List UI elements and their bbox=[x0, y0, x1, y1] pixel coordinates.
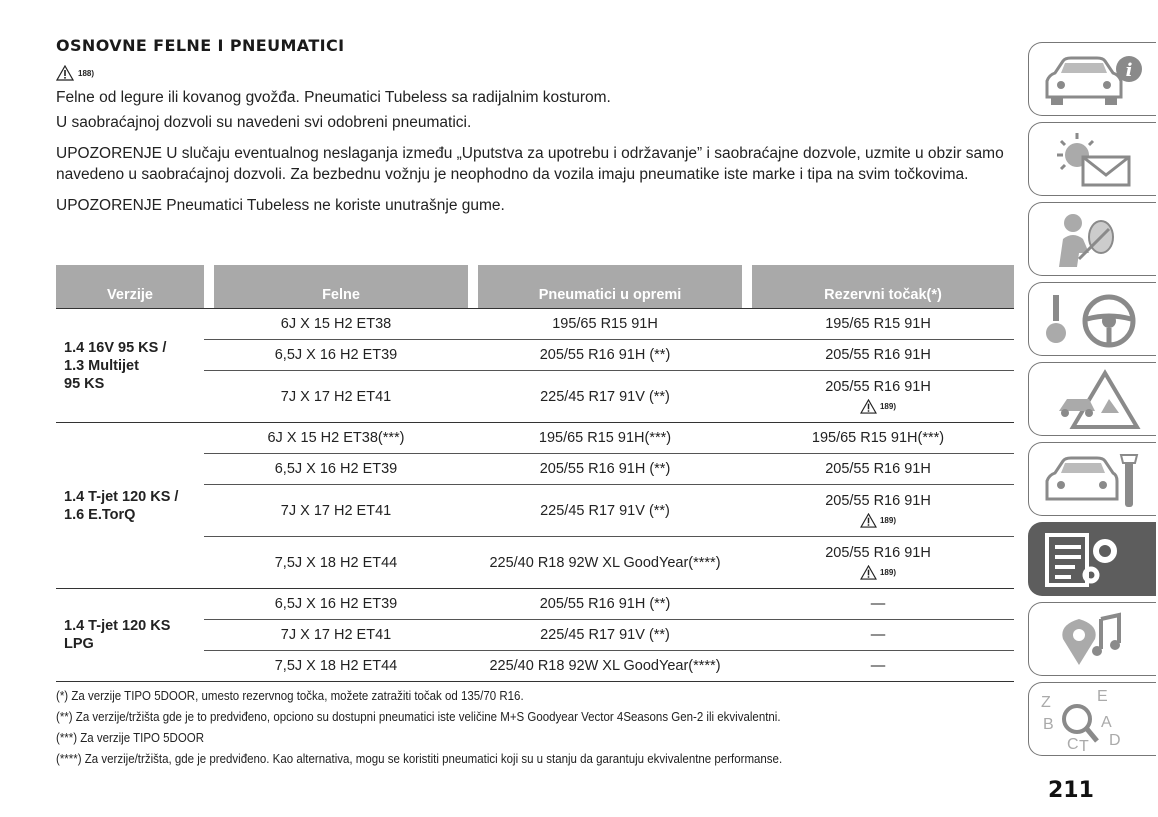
chapter-tabs bbox=[1028, 42, 1158, 762]
footnote: (****) Za verzije/tržišta, gde je predviđeno. Kao alternativa, mogu se koristiti pneumatici koji su u stanju da garantuju ekvivalentne performanse. bbox=[56, 752, 783, 766]
table-header-row bbox=[56, 265, 1014, 308]
index-letter: Z bbox=[1041, 694, 1051, 711]
intro-line-1: Felne od legure ili kovanog gvožđa. Pneumatici Tubeless sa radijalnim kosturom. bbox=[56, 89, 611, 106]
tyre-cell: 195/65 R15 91H(***) bbox=[468, 423, 742, 454]
warning-triangle-icon bbox=[860, 513, 877, 528]
table-row bbox=[56, 308, 1014, 340]
tyre-cell: 205/55 R16 91H (**) bbox=[468, 589, 742, 620]
spare-warning bbox=[742, 399, 1014, 414]
spare-cell: 195/65 R15 91H bbox=[742, 308, 1014, 340]
tab-car-info[interactable] bbox=[1028, 42, 1156, 116]
tab-multimedia[interactable] bbox=[1028, 602, 1156, 676]
warning-triangle-icon bbox=[860, 565, 877, 580]
spare-value: 205/55 R16 91H bbox=[825, 493, 931, 509]
spare-cell: — bbox=[742, 620, 1014, 651]
footnote: (*) Za verzije TIPO 5DOOR, umesto rezervnog točka, možete zatražiti točak od 135/70 R16. bbox=[56, 689, 524, 703]
warning-ref-text: 188) bbox=[78, 68, 95, 78]
spare-cell: — bbox=[742, 589, 1014, 620]
index-letter: E bbox=[1097, 689, 1108, 705]
spare-cell: — bbox=[742, 651, 1014, 682]
tyre-cell: 195/65 R15 91H bbox=[468, 308, 742, 340]
rim-cell: 6,5J X 16 H2 ET39 bbox=[204, 454, 468, 485]
tyre-cell: 205/55 R16 91H (**) bbox=[468, 454, 742, 485]
safety-airbag-icon bbox=[1039, 209, 1149, 271]
spare-value: 205/55 R16 91H bbox=[825, 545, 931, 561]
key-steering-wheel-icon bbox=[1039, 289, 1149, 351]
warning-triangle-icon bbox=[860, 399, 877, 414]
rim-cell: 6J X 15 H2 ET38(***) bbox=[204, 423, 468, 454]
tab-maintenance[interactable] bbox=[1028, 442, 1156, 516]
index-letter: C bbox=[1067, 736, 1079, 751]
tab-starting-driving[interactable] bbox=[1028, 282, 1156, 356]
spare-cell bbox=[742, 485, 1014, 537]
header-rims: Felne bbox=[204, 265, 468, 308]
footnotes bbox=[56, 686, 1016, 770]
spare-cell bbox=[742, 371, 1014, 423]
emergency-warning-icon bbox=[1039, 369, 1149, 431]
index-letter: B bbox=[1043, 716, 1054, 733]
rim-cell: 7J X 17 H2 ET41 bbox=[204, 485, 468, 537]
spare-cell bbox=[742, 537, 1014, 589]
tab-emergency[interactable] bbox=[1028, 362, 1156, 436]
rim-cell: 6,5J X 16 H2 ET39 bbox=[204, 340, 468, 371]
technical-data-icon bbox=[1039, 529, 1149, 591]
version-cell: 1.4 16V 95 KS / 1.3 Multijet 95 KS bbox=[56, 308, 204, 423]
rim-cell: 6J X 15 H2 ET38 bbox=[204, 308, 468, 340]
spare-cell: 195/65 R15 91H(***) bbox=[742, 423, 1014, 454]
tyre-cell: 225/40 R18 92W XL GoodYear(****) bbox=[468, 651, 742, 682]
tab-index[interactable] bbox=[1028, 682, 1156, 756]
spare-value: 205/55 R16 91H bbox=[825, 379, 931, 395]
warning-paragraph-1: UPOZORENJE U slučaju eventualnog neslaganja između „Uputstva za upotrebu i održavanje” i saobraćajne dozvole, uzmite u obzir samo navedeno u saobraćajnoj dozvoli. Za bezbednu vožnju je neophodno da vozila imaju pneumatike iste marke i tipa na svim točkovima. bbox=[56, 145, 1004, 183]
spare-cell: 205/55 R16 91H bbox=[742, 340, 1014, 371]
warning-ref-text: 189) bbox=[879, 516, 896, 525]
multimedia-icon bbox=[1039, 609, 1149, 671]
spare-warning bbox=[742, 513, 1014, 528]
footnote: (***) Za verzije TIPO 5DOOR bbox=[56, 731, 205, 745]
warning-ref-text: 189) bbox=[879, 402, 896, 411]
table-row bbox=[56, 589, 1014, 620]
header-versions: Verzije bbox=[56, 265, 204, 308]
table-row bbox=[56, 423, 1014, 454]
spare-warning bbox=[742, 565, 1014, 580]
tyre-cell: 225/40 R18 92W XL GoodYear(****) bbox=[468, 537, 742, 589]
index-letter: T bbox=[1079, 738, 1089, 751]
tab-safety[interactable] bbox=[1028, 202, 1156, 276]
header-tyres: Pneumatici u opremi bbox=[468, 265, 742, 308]
dashboard-lights-icon bbox=[1039, 129, 1149, 191]
tyre-cell: 205/55 R16 91H (**) bbox=[468, 340, 742, 371]
index-icon bbox=[1039, 689, 1149, 751]
rim-cell: 7,5J X 18 H2 ET44 bbox=[204, 651, 468, 682]
index-letter: D bbox=[1109, 732, 1121, 749]
version-cell: 1.4 T-jet 120 KS / 1.6 E.TorQ bbox=[56, 423, 204, 589]
tyre-cell: 225/45 R17 91V (**) bbox=[468, 485, 742, 537]
main-content bbox=[56, 34, 1016, 216]
rim-cell: 7,5J X 18 H2 ET44 bbox=[204, 537, 468, 589]
svg-text:i: i bbox=[1125, 60, 1133, 81]
page-number: 211 bbox=[1048, 778, 1094, 803]
header-spare: Rezervni točak(*) bbox=[742, 265, 1014, 308]
tyre-cell: 225/45 R17 91V (**) bbox=[468, 371, 742, 423]
car-maintenance-icon bbox=[1039, 449, 1149, 511]
warning-reference bbox=[56, 63, 1016, 83]
car-info-icon bbox=[1039, 49, 1149, 111]
tyre-cell: 225/45 R17 91V (**) bbox=[468, 620, 742, 651]
section-title: OSNOVNE FELNE I PNEUMATICI bbox=[56, 36, 345, 55]
intro-line-2: U saobraćajnoj dozvoli su navedeni svi odobreni pneumatici. bbox=[56, 114, 472, 131]
tab-dashboard[interactable] bbox=[1028, 122, 1156, 196]
warning-paragraph-2: UPOZORENJE Pneumatici Tubeless ne koriste unutrašnje gume. bbox=[56, 197, 505, 214]
warning-triangle-icon bbox=[56, 65, 74, 81]
version-cell: 1.4 T-jet 120 KS LPG bbox=[56, 589, 204, 682]
tab-technical-data[interactable] bbox=[1028, 522, 1156, 596]
tyre-table bbox=[56, 265, 1014, 682]
warning-ref-text: 189) bbox=[879, 568, 896, 577]
rim-cell: 6,5J X 16 H2 ET39 bbox=[204, 589, 468, 620]
rim-cell: 7J X 17 H2 ET41 bbox=[204, 371, 468, 423]
footnote: (**) Za verzije/tržišta gde je to predviđeno, opciono su dostupni pneumatici iste veličine M+S Goodyear Vector 4Seasons Gen-2 ili ekvivalentni. bbox=[56, 710, 781, 724]
index-letter: A bbox=[1101, 714, 1112, 731]
rim-cell: 7J X 17 H2 ET41 bbox=[204, 620, 468, 651]
spare-cell: 205/55 R16 91H bbox=[742, 454, 1014, 485]
